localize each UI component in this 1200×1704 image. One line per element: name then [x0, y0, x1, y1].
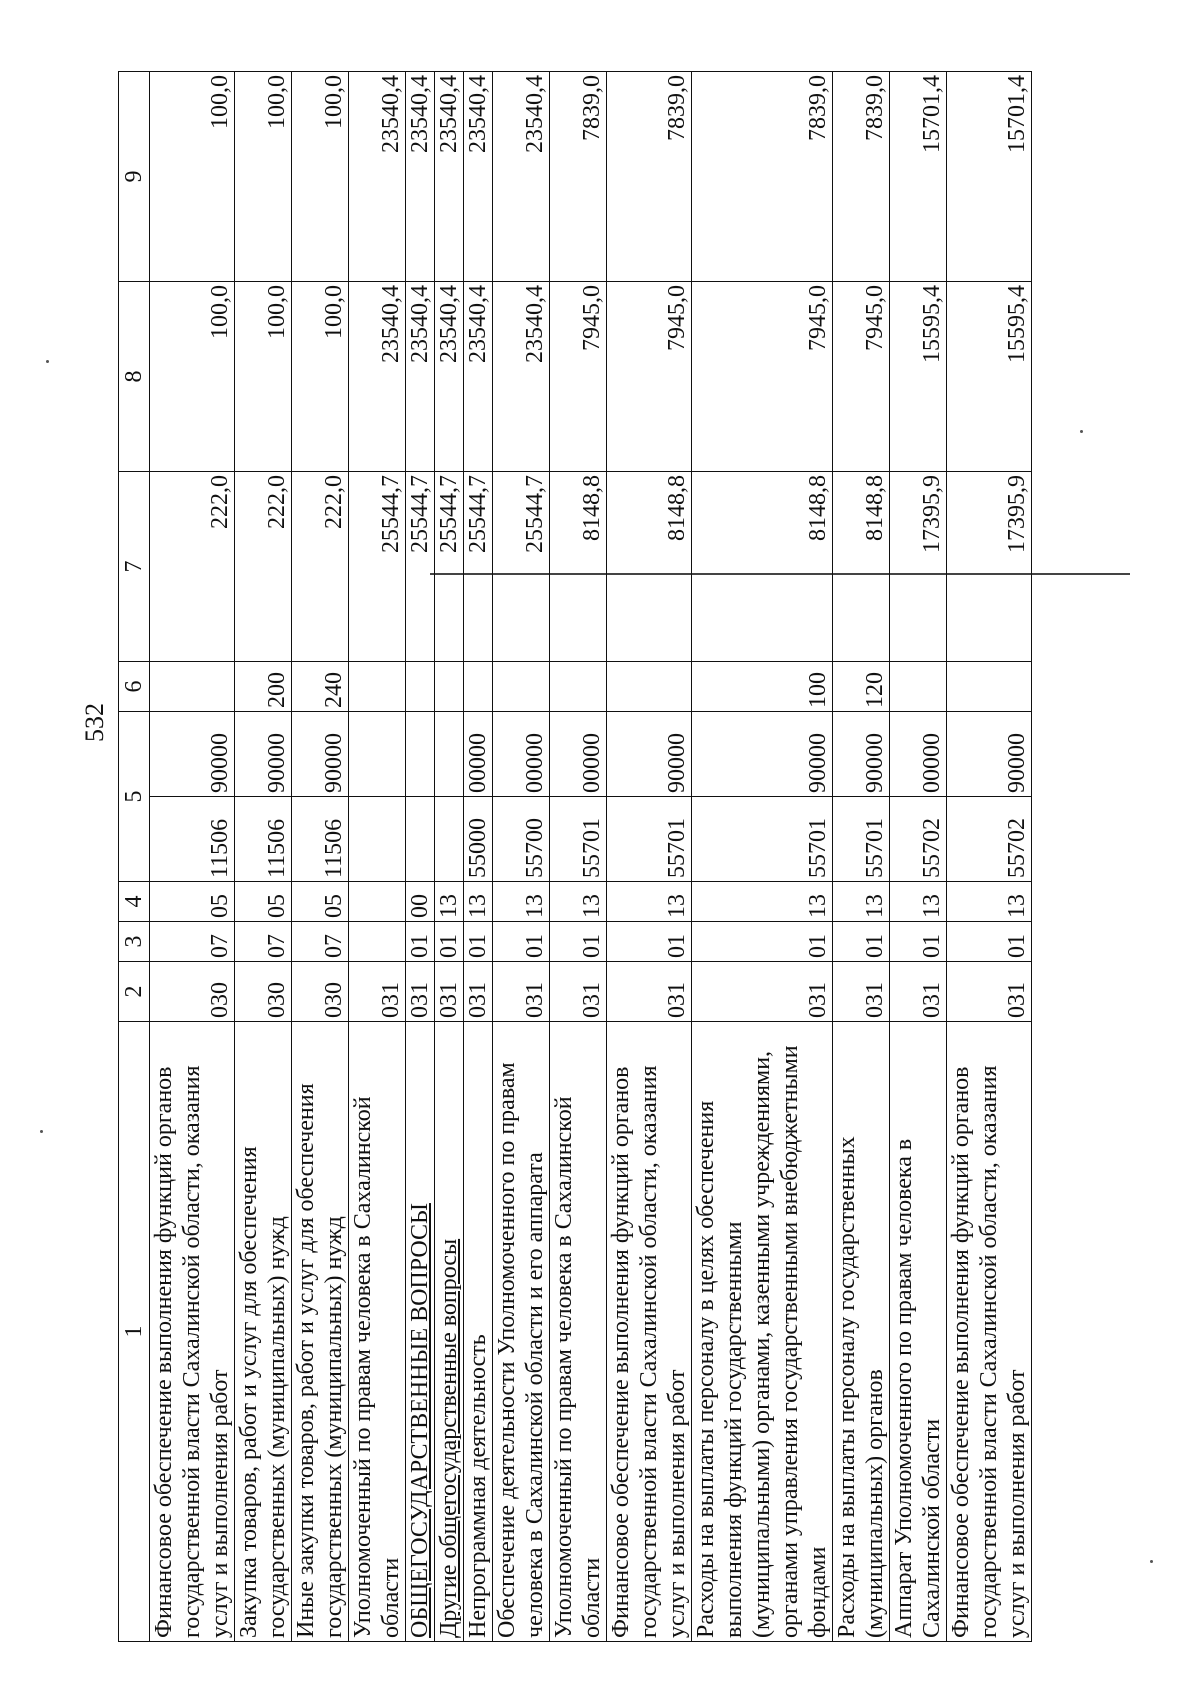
rotated-budget-sheet — [80, 72, 1030, 1642]
table-row — [833, 72, 890, 1642]
row-target-article-cell: 55701 — [550, 797, 607, 882]
row-subsection-code-cell: 13 — [890, 882, 947, 922]
table-row — [692, 72, 833, 1642]
row-target-article-cell — [349, 797, 406, 882]
row-subsection-code-cell — [349, 882, 406, 922]
row-name-cell: Расходы на выплаты персоналу в целях обеспечения выполнения функций государственными (муниципальными) органами, казенными учреждениями, органами управления государственными внебюджетными фондами — [692, 1022, 833, 1642]
row-target-direction-cell: 00000 — [890, 712, 947, 797]
row-expense-type-cell: 120 — [833, 662, 890, 712]
row-amount-col8-cell: 23540,4 — [406, 282, 435, 472]
row-section-code-cell: 01 — [692, 922, 833, 962]
row-expense-type-cell — [464, 662, 493, 712]
row-amount-col8-cell: 100,0 — [150, 282, 235, 472]
row-subsection-code-cell: 05 — [292, 882, 349, 922]
table-row — [150, 72, 235, 1642]
row-amount-col8-cell: 23540,4 — [349, 282, 406, 472]
table-body — [150, 72, 1032, 1642]
row-amount-col8-cell: 15595,4 — [890, 282, 947, 472]
row-amount-col7-cell: 8148,8 — [692, 472, 833, 662]
row-amount-col9-cell: 23540,4 — [349, 72, 406, 282]
scan-speck — [1080, 430, 1083, 433]
row-admin-code-cell: 031 — [947, 962, 1032, 1022]
row-amount-col8-cell: 100,0 — [235, 282, 292, 472]
row-name-cell: Уполномоченный по правам человека в Сахалинской области — [349, 1022, 406, 1642]
scan-speck — [1150, 1560, 1153, 1563]
row-name-cell: Финансовое обеспечение выполнения функций органов государственной власти Сахалинской области, оказания услуг и выполнения работ — [150, 1022, 235, 1642]
row-amount-col9-cell: 23540,4 — [406, 72, 435, 282]
row-target-direction-cell: 00000 — [464, 712, 493, 797]
row-target-article-cell: 55702 — [947, 797, 1032, 882]
row-name-cell: Иные закупки товаров, работ и услуг для обеспечения государственных (муниципальных) нужд — [292, 1022, 349, 1642]
row-section-code-cell: 07 — [150, 922, 235, 962]
row-name-cell: Другие общегосударственные вопросы — [435, 1022, 464, 1642]
table-header-row — [119, 72, 150, 1642]
table-row — [235, 72, 292, 1642]
row-subsection-code-cell: 13 — [464, 882, 493, 922]
row-amount-col7-cell: 17395,9 — [890, 472, 947, 662]
row-target-direction-cell: 90000 — [692, 712, 833, 797]
table-row — [406, 72, 435, 1642]
row-amount-col9-cell: 100,0 — [150, 72, 235, 282]
row-amount-col9-cell: 23540,4 — [464, 72, 493, 282]
row-subsection-code-cell: 13 — [833, 882, 890, 922]
row-name-cell: Непрограммная деятельность — [464, 1022, 493, 1642]
row-admin-code-cell: 031 — [550, 962, 607, 1022]
header-col-9: 9 — [119, 72, 150, 282]
row-name-cell: Финансовое обеспечение выполнения функций органов государственной власти Сахалинской области, оказания услуг и выполнения работ — [947, 1022, 1032, 1642]
row-section-code-cell: 01 — [607, 922, 692, 962]
row-amount-col9-cell: 7839,0 — [833, 72, 890, 282]
row-subsection-code-cell: 13 — [947, 882, 1032, 922]
row-name-cell: ОБЩЕГОСУДАРСТВЕННЫЕ ВОПРОСЫ — [406, 1022, 435, 1642]
row-amount-col7-cell: 222,0 — [292, 472, 349, 662]
row-amount-col8-cell: 15595,4 — [947, 282, 1032, 472]
page-number: 532 — [80, 703, 109, 742]
row-admin-code-cell: 030 — [292, 962, 349, 1022]
row-expense-type-cell — [349, 662, 406, 712]
table-row — [493, 72, 550, 1642]
row-admin-code-cell: 031 — [464, 962, 493, 1022]
row-admin-code-cell: 030 — [235, 962, 292, 1022]
row-amount-col7-cell: 25544,7 — [406, 472, 435, 662]
row-admin-code-cell: 031 — [435, 962, 464, 1022]
row-amount-col9-cell: 15701,4 — [947, 72, 1032, 282]
header-col-1: 1 — [119, 1022, 150, 1642]
row-target-direction-cell: 90000 — [607, 712, 692, 797]
row-target-article-cell: 55700 — [493, 797, 550, 882]
row-section-code-cell: 01 — [550, 922, 607, 962]
row-target-direction-cell — [406, 712, 435, 797]
row-expense-type-cell — [493, 662, 550, 712]
row-target-article-cell: 11506 — [235, 797, 292, 882]
row-amount-col7-cell: 8148,8 — [833, 472, 890, 662]
row-subsection-code-cell: 05 — [150, 882, 235, 922]
row-target-article-cell — [406, 797, 435, 882]
row-expense-type-cell: 200 — [235, 662, 292, 712]
row-subsection-code-cell: 13 — [692, 882, 833, 922]
row-section-code-cell: 01 — [890, 922, 947, 962]
header-col-5: 5 — [119, 712, 150, 882]
row-name-cell: Финансовое обеспечение выполнения функций органов государственной власти Сахалинской области, оказания услуг и выполнения работ — [607, 1022, 692, 1642]
row-amount-col9-cell: 100,0 — [292, 72, 349, 282]
row-section-code-cell: 07 — [292, 922, 349, 962]
row-expense-type-cell — [550, 662, 607, 712]
row-amount-col9-cell: 23540,4 — [493, 72, 550, 282]
row-subsection-code-cell: 13 — [607, 882, 692, 922]
row-admin-code-cell: 030 — [150, 962, 235, 1022]
header-col-7: 7 — [119, 472, 150, 662]
table-row — [464, 72, 493, 1642]
row-section-code-cell: 01 — [406, 922, 435, 962]
scan-speck — [46, 360, 49, 363]
row-subsection-code-cell: 13 — [550, 882, 607, 922]
row-amount-col7-cell: 8148,8 — [550, 472, 607, 662]
row-admin-code-cell: 031 — [607, 962, 692, 1022]
row-target-article-cell: 55701 — [833, 797, 890, 882]
row-section-code-cell: 01 — [493, 922, 550, 962]
row-amount-col8-cell: 7945,0 — [692, 282, 833, 472]
row-name-cell: Расходы на выплаты персоналу государственных (муниципальных) органов — [833, 1022, 890, 1642]
row-amount-col7-cell: 222,0 — [150, 472, 235, 662]
row-section-code-cell — [349, 922, 406, 962]
row-target-direction-cell — [435, 712, 464, 797]
table-row — [890, 72, 947, 1642]
row-amount-col7-cell: 25544,7 — [464, 472, 493, 662]
row-subsection-code-cell: 13 — [493, 882, 550, 922]
row-expense-type-cell — [607, 662, 692, 712]
row-amount-col8-cell: 100,0 — [292, 282, 349, 472]
row-name-cell: Обеспечение деятельности Уполномоченного по правам человека в Сахалинской области и его аппарата — [493, 1022, 550, 1642]
header-col-2: 2 — [119, 962, 150, 1022]
row-amount-col7-cell: 25544,7 — [435, 472, 464, 662]
row-section-code-cell: 01 — [464, 922, 493, 962]
row-target-article-cell: 55702 — [890, 797, 947, 882]
row-target-article-cell: 11506 — [292, 797, 349, 882]
row-expense-type-cell — [406, 662, 435, 712]
row-amount-col8-cell: 23540,4 — [435, 282, 464, 472]
row-admin-code-cell: 031 — [890, 962, 947, 1022]
row-amount-col9-cell: 7839,0 — [550, 72, 607, 282]
row-name-cell: Аппарат Уполномоченного по правам человека в Сахалинской области — [890, 1022, 947, 1642]
table-row — [435, 72, 464, 1642]
row-subsection-code-cell: 13 — [435, 882, 464, 922]
row-subsection-code-cell: 00 — [406, 882, 435, 922]
row-target-article-cell: 55000 — [464, 797, 493, 882]
row-amount-col7-cell: 25544,7 — [349, 472, 406, 662]
row-amount-col8-cell: 7945,0 — [607, 282, 692, 472]
table-row — [550, 72, 607, 1642]
row-section-code-cell: 07 — [235, 922, 292, 962]
row-admin-code-cell: 031 — [349, 962, 406, 1022]
row-amount-col9-cell: 15701,4 — [890, 72, 947, 282]
row-expense-type-cell — [150, 662, 235, 712]
row-section-code-cell: 01 — [435, 922, 464, 962]
row-target-article-cell — [435, 797, 464, 882]
row-target-direction-cell: 90000 — [947, 712, 1032, 797]
row-expense-type-cell — [435, 662, 464, 712]
row-expense-type-cell: 240 — [292, 662, 349, 712]
row-admin-code-cell: 031 — [692, 962, 833, 1022]
row-expense-type-cell — [947, 662, 1032, 712]
row-target-direction-cell: 90000 — [235, 712, 292, 797]
row-admin-code-cell: 031 — [493, 962, 550, 1022]
row-amount-col7-cell: 8148,8 — [607, 472, 692, 662]
row-amount-col7-cell: 17395,9 — [947, 472, 1032, 662]
row-amount-col7-cell: 222,0 — [235, 472, 292, 662]
row-target-direction-cell: 00000 — [493, 712, 550, 797]
row-amount-col8-cell: 7945,0 — [550, 282, 607, 472]
table-row — [607, 72, 692, 1642]
row-subsection-code-cell: 05 — [235, 882, 292, 922]
header-col-3: 3 — [119, 922, 150, 962]
row-target-direction-cell: 90000 — [150, 712, 235, 797]
row-admin-code-cell: 031 — [833, 962, 890, 1022]
row-target-direction-cell: 90000 — [833, 712, 890, 797]
row-section-code-cell: 01 — [833, 922, 890, 962]
table-row — [349, 72, 406, 1642]
row-expense-type-cell — [890, 662, 947, 712]
row-admin-code-cell: 031 — [406, 962, 435, 1022]
row-target-article-cell: 11506 — [150, 797, 235, 882]
row-amount-col9-cell: 100,0 — [235, 72, 292, 282]
row-target-direction-cell — [349, 712, 406, 797]
table-row — [292, 72, 349, 1642]
header-col-4: 4 — [119, 882, 150, 922]
row-amount-col7-cell: 25544,7 — [493, 472, 550, 662]
row-amount-col8-cell: 23540,4 — [464, 282, 493, 472]
row-target-article-cell: 55701 — [607, 797, 692, 882]
row-amount-col8-cell: 7945,0 — [833, 282, 890, 472]
header-col-8: 8 — [119, 282, 150, 472]
row-section-code-cell: 01 — [947, 922, 1032, 962]
table-row — [947, 72, 1032, 1642]
row-target-article-cell: 55701 — [692, 797, 833, 882]
row-target-direction-cell: 90000 — [292, 712, 349, 797]
scan-speck — [40, 1130, 43, 1133]
row-name-cell: Уполномоченный по правам человека в Сахалинской области — [550, 1022, 607, 1642]
row-amount-col8-cell: 23540,4 — [493, 282, 550, 472]
row-amount-col9-cell: 7839,0 — [692, 72, 833, 282]
row-name-cell: Закупка товаров, работ и услуг для обеспечения государственных (муниципальных) нужд — [235, 1022, 292, 1642]
budget-table — [118, 71, 1032, 1642]
row-target-direction-cell: 00000 — [550, 712, 607, 797]
row-expense-type-cell: 100 — [692, 662, 833, 712]
row-amount-col9-cell: 23540,4 — [435, 72, 464, 282]
row-amount-col9-cell: 7839,0 — [607, 72, 692, 282]
header-col-6: 6 — [119, 662, 150, 712]
